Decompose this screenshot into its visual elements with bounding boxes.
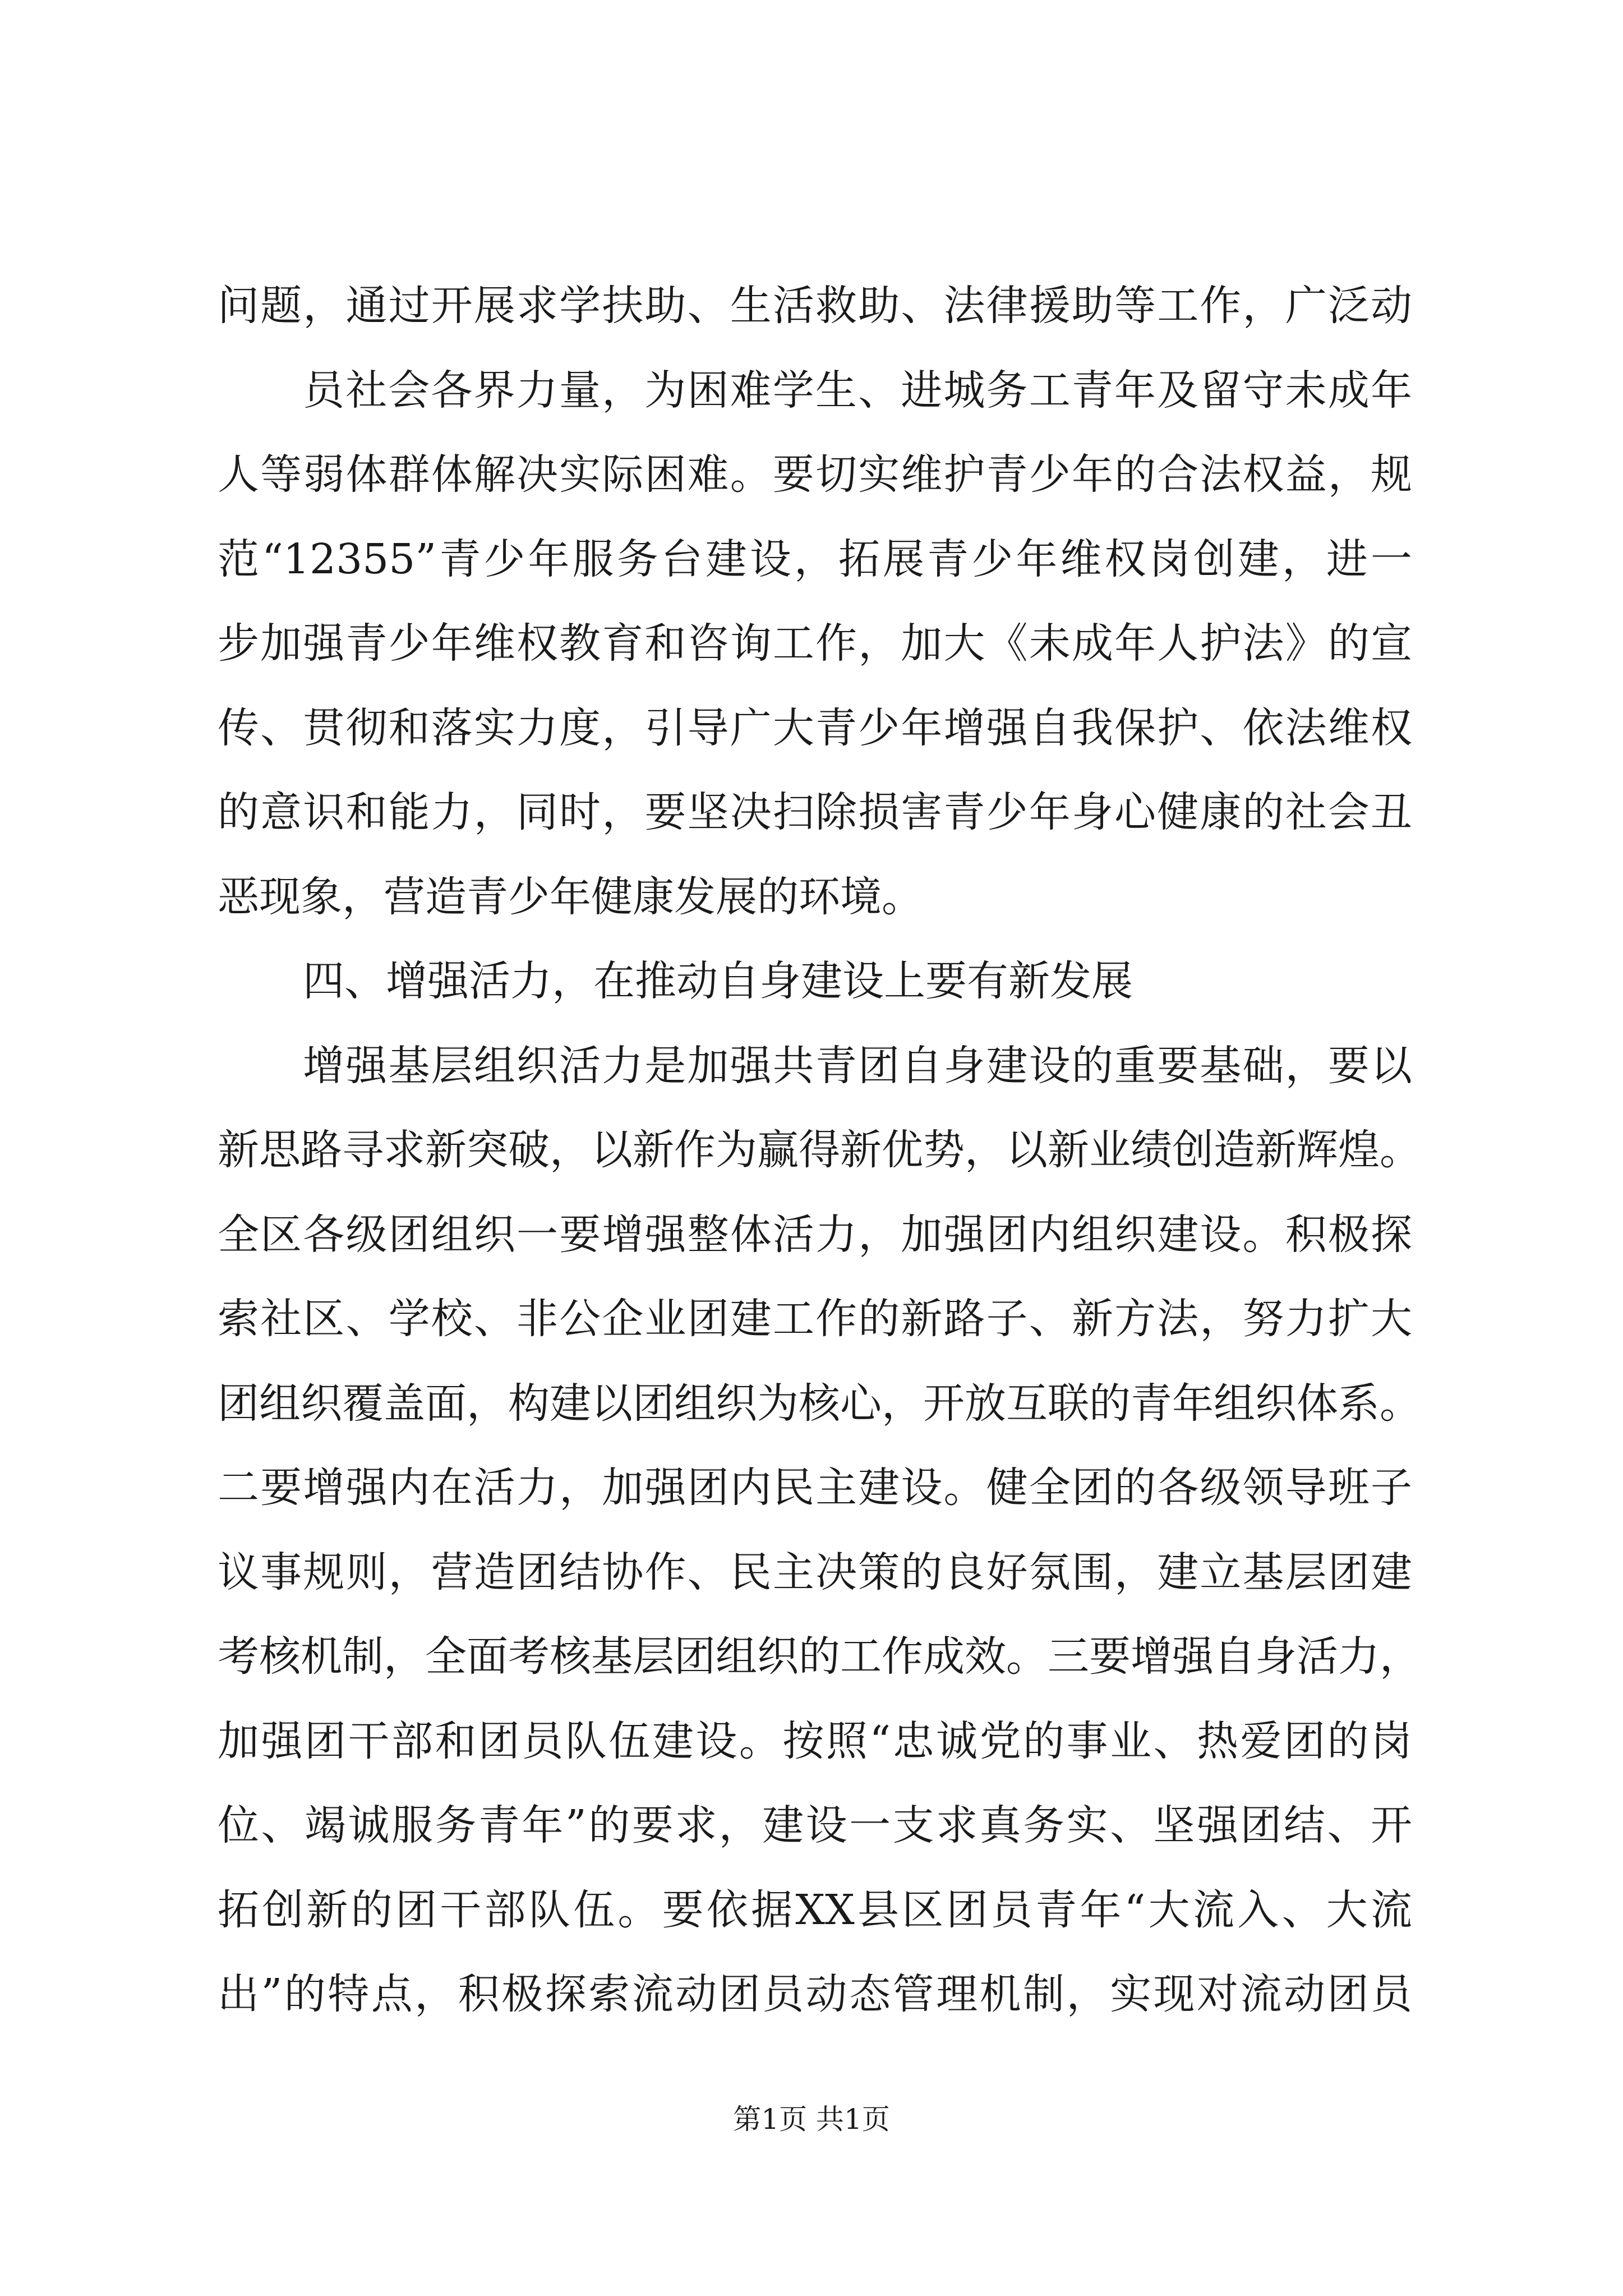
text-line: 范“12355”青少年服务台建设，拓展青少年维权岗创建，进一 <box>218 535 1412 583</box>
text-line: 传、贯彻和落实力度，引导广大青少年增强自我保护、依法维权 <box>218 703 1412 752</box>
text-line: 索社区、学校、非公企业团建工作的新路子、新方法，努力扩大 <box>218 1295 1412 1343</box>
text-line: 考核机制，全面考核基层团组织的工作成效。三要增强自身活力， <box>218 1632 1421 1681</box>
text-line: 全区各级团组织一要增强整体活力，加强团内组织建设。积极探 <box>218 1210 1412 1259</box>
text-line: 问题，通过开展求学扶助、生活救助、法律援助等工作，广泛动 <box>218 282 1412 330</box>
text-line: 二要增强内在活力，加强团内民主建设。健全团的各级领导班子 <box>218 1464 1412 1512</box>
page-footer: 第1页 共1页 <box>733 2103 890 2136</box>
text-line: 增强基层组织活力是加强共青团自身建设的重要基础，要以 <box>303 1041 1412 1090</box>
text-line: 议事规则，营造团结协作、民主决策的良好氛围，建立基层团建 <box>218 1548 1412 1596</box>
text-line: 员社会各界力量，为困难学生、进城务工青年及留守未成年 <box>303 366 1412 415</box>
text-line: 加强团干部和团员队伍建设。按照“忠诚党的事业、热爱团的岗 <box>218 1717 1412 1765</box>
text-line: 团组织覆盖面，构建以团组织为核心，开放互联的青年组织体系。 <box>218 1379 1421 1428</box>
text-line: 人等弱体群体解决实际困难。要切实维护青少年的合法权益，规 <box>218 450 1412 499</box>
text-line: 步加强青少年维权教育和咨询工作，加大《未成年人护法》的宣 <box>218 619 1412 668</box>
text-line: 拓创新的团干部队伍。要依据XX县区团员青年“大流入、大流 <box>218 1885 1412 1934</box>
text-line: 恶现象，营造青少年健康发展的环境。 <box>218 872 923 921</box>
section-heading: 四、增强活力，在推动自身建设上要有新发展 <box>303 957 1133 1005</box>
body-text <box>218 264 1421 2037</box>
text-line: 新思路寻求新突破，以新作为赢得新优势，以新业绩创造新辉煌。 <box>218 1126 1421 1174</box>
text-line: 位、竭诚服务青年”的要求，建设一支求真务实、坚强团结、开 <box>218 1801 1412 1849</box>
text-line: 出”的特点，积极探索流动团员动态管理机制，实现对流动团员 <box>218 1970 1412 2018</box>
text-line: 的意识和能力，同时，要坚决扫除损害青少年身心健康的社会丑 <box>218 788 1412 836</box>
